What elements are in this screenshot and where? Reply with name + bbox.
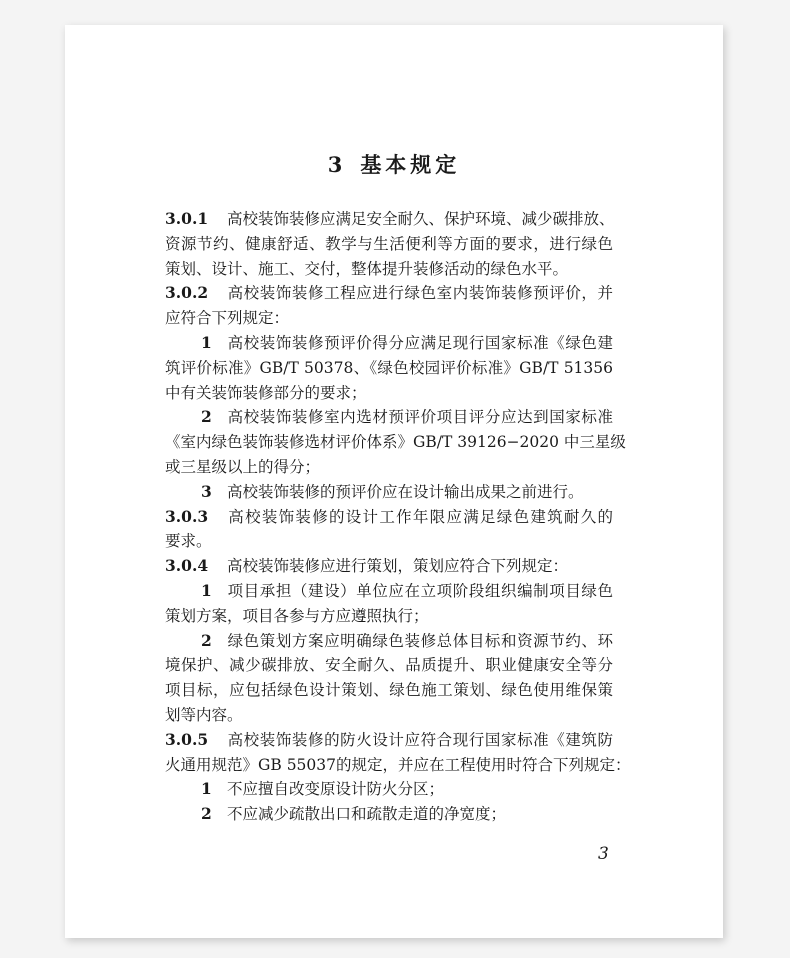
line-text: 火通用规范》GB 55037的规定，并应在工程使用时符合下列规定： bbox=[165, 755, 631, 774]
text-line bbox=[165, 356, 613, 381]
chapter-number: 3 bbox=[327, 152, 347, 177]
text-line bbox=[165, 753, 631, 778]
item-number: 1 bbox=[201, 580, 212, 600]
text-line bbox=[165, 430, 626, 455]
text-line bbox=[165, 579, 613, 604]
line-text: 高校装饰装修应进行策划，策划应符合下列规定： bbox=[227, 557, 569, 576]
clause-number: 3.0.3 bbox=[165, 506, 209, 526]
chapter-title-text: 基本规定 bbox=[360, 152, 461, 177]
line-text: 要求。 bbox=[165, 532, 212, 551]
line-text: 项目标，应包括绿色设计策划、绿色施工策划、绿色使用维保策 bbox=[165, 681, 613, 700]
text-line bbox=[165, 207, 613, 232]
text-line bbox=[165, 678, 613, 703]
item-number: 2 bbox=[201, 804, 212, 824]
text-line bbox=[165, 331, 613, 356]
line-text: 策划、设计、施工、交付，整体提升装修活动的绿色水平。 bbox=[165, 259, 569, 278]
clause-number: 3.0.4 bbox=[165, 556, 209, 576]
document-page bbox=[65, 25, 723, 938]
item-number: 1 bbox=[201, 779, 212, 799]
text-line bbox=[165, 480, 613, 505]
text-line bbox=[165, 281, 613, 306]
text-line bbox=[165, 728, 613, 753]
line-text: 策划方案，项目各参与方应遵照执行； bbox=[165, 606, 429, 625]
text-line bbox=[165, 381, 613, 406]
line-text: 绿色策划方案应明确绿色装修总体目标和资源节约、环 bbox=[227, 631, 613, 650]
text-line bbox=[165, 604, 613, 629]
text-line bbox=[165, 554, 613, 579]
text-line bbox=[165, 703, 613, 728]
text-line bbox=[165, 455, 613, 480]
text-line bbox=[165, 629, 613, 654]
line-text: 高校装饰装修的设计工作年限应满足绿色建筑耐久的 bbox=[227, 507, 613, 526]
line-text: 《室内绿色装饰装修选材评价体系》GB/T 39126−2020 中三星级 bbox=[165, 433, 626, 452]
line-text: 划等内容。 bbox=[165, 705, 243, 724]
text-line bbox=[165, 529, 613, 554]
text-line bbox=[165, 653, 613, 678]
text-line bbox=[165, 232, 613, 257]
line-text: 或三星级以上的得分； bbox=[165, 457, 321, 476]
line-text: 不应擅自改变原设计防火分区； bbox=[227, 780, 445, 799]
item-number: 2 bbox=[201, 630, 212, 650]
clause-number: 3.0.5 bbox=[165, 729, 209, 749]
text-line bbox=[165, 257, 613, 282]
clause-number: 3.0.2 bbox=[165, 283, 209, 303]
line-text: 高校装饰装修的防火设计应符合现行国家标准《建筑防 bbox=[227, 730, 613, 749]
text-line bbox=[165, 505, 613, 530]
line-text: 境保护、减少碳排放、安全耐久、品质提升、职业健康安全等分 bbox=[165, 656, 613, 675]
clause-number: 3.0.1 bbox=[165, 209, 209, 228]
chapter-title bbox=[65, 149, 723, 179]
page-number: 3 bbox=[598, 844, 609, 864]
text-line bbox=[165, 777, 613, 802]
item-number: 3 bbox=[201, 481, 212, 501]
line-text: 高校装饰装修室内选材预评价项目评分应达到国家标准 bbox=[227, 408, 613, 427]
item-number: 1 bbox=[201, 332, 212, 352]
line-text: 资源节约、健康舒适、教学与生活便利等方面的要求，进行绿色 bbox=[165, 234, 613, 253]
line-text: 中有关装饰装修部分的要求； bbox=[165, 383, 367, 402]
item-number: 2 bbox=[201, 407, 212, 427]
line-text: 高校装饰装修预评价得分应满足现行国家标准《绿色建 bbox=[227, 333, 613, 352]
line-text: 项目承担（建设）单位应在立项阶段组织编制项目绿色 bbox=[227, 581, 613, 600]
line-text: 高校装饰装修应满足安全耐久、保护环境、减少碳排放、 bbox=[227, 210, 615, 228]
text-line bbox=[165, 306, 613, 331]
line-text: 筑评价标准》GB/T 50378、《绿色校园评价标准》GB/T 51356 bbox=[165, 358, 613, 377]
line-text: 高校装饰装修工程应进行绿色室内装饰装修预评价，并 bbox=[227, 284, 613, 303]
line-text: 高校装饰装修的预评价应在设计输出成果之前进行。 bbox=[227, 482, 584, 501]
text-line bbox=[165, 405, 613, 430]
text-line bbox=[165, 802, 613, 827]
document-body bbox=[165, 207, 631, 827]
line-text: 应符合下列规定： bbox=[165, 309, 290, 328]
line-text: 不应减少疏散出口和疏散走道的净宽度； bbox=[227, 805, 507, 824]
